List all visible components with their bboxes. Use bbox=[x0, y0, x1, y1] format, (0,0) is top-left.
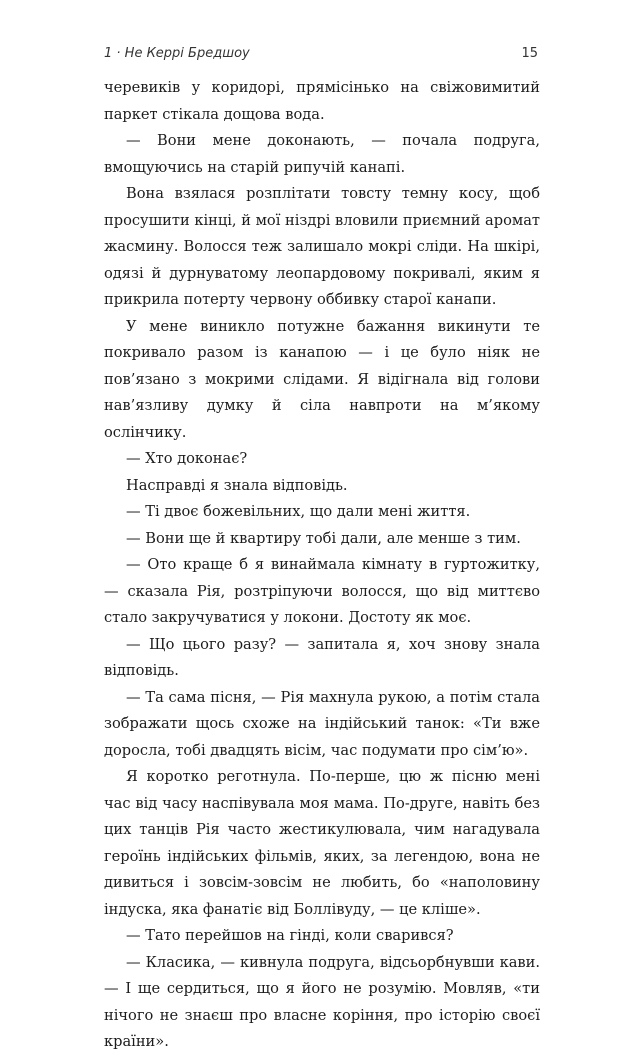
body-text bbox=[104, 75, 540, 1056]
paragraph: — Класика, — кивнула подруга, відсьорбнувши кави. — І ще сердиться, що я його не розумію. Мовляв, «ти нічого не знаєш про власне коріння, про історію своєї країни». bbox=[104, 953, 540, 1050]
paragraph: — Ті двоє божевільних, що дали мені життя. bbox=[126, 503, 471, 520]
chapter-title: 1 · Не Керрі Бредшоу bbox=[104, 46, 250, 61]
paragraph: — Хто доконає? bbox=[126, 450, 248, 467]
paragraph: — Вони мене доконають, — почала подруга, вмощуючись на старій рипучій канапі. bbox=[104, 132, 540, 176]
running-head bbox=[104, 46, 538, 66]
paragraph: — Тато перейшов на гінді, коли сварився? bbox=[126, 927, 454, 944]
paragraph: Я коротко реготнула. По-перше, цю ж пісню мені час від часу наспівувала моя мама. По-друге, навіть без цих танців Рія часто жестикулювала, чим нагадувала героїнь індійських фільмів, яких, за легендою, вона не дивиться і зовсім-зовсім не любить, бо «наполовину індуска, яка фанатіє від Боллівуду, — це кліше». bbox=[104, 768, 540, 918]
page-number: 15 bbox=[521, 46, 538, 61]
paragraph: У мене виникло потужне бажання викинути те покривало разом із канапою — і це було ніяк не пов’язано з мокрими слідами. Я відігнала від голови нав’язливу думку й сіла навпроти на м’якому ослінчику. bbox=[104, 317, 540, 441]
paragraph: — Вони ще й квартиру тобі дали, але менше з тим. bbox=[126, 529, 521, 547]
paragraph: — Що цього разу? — запитала я, хоч знову знала відповідь. bbox=[104, 635, 540, 679]
paragraph: Насправді я знала відповідь. bbox=[126, 476, 348, 494]
paragraph: Вона взялася розплітати товсту темну косу, щоб просушити кінці, й мої ніздрі вловили приємний аромат жасмину. Волосся теж залишало мокрі сліди. На шкірі, одязі й дурнуватому леопардовому покривалі, яким я прикрила потерту червону оббивку старої канапи. bbox=[104, 185, 540, 308]
paragraph: черевиків у коридорі, прямісінько на свіжовимитий паркет стікала дощова вода. bbox=[104, 79, 540, 123]
paragraph: — Ото краще б я винаймала кімнату в гуртожитку, — сказала Рія, розтріпуючи волосся, що від миттєво стало закручуватися у локони. Достоту як моє. bbox=[104, 556, 540, 626]
paragraph: — Та сама пісня, — Рія махнула рукою, а потім стала зображати щось схоже на індійський танок: «Ти вже доросла, тобі двадцять вісім, час подумати про сім’ю». bbox=[104, 688, 540, 759]
